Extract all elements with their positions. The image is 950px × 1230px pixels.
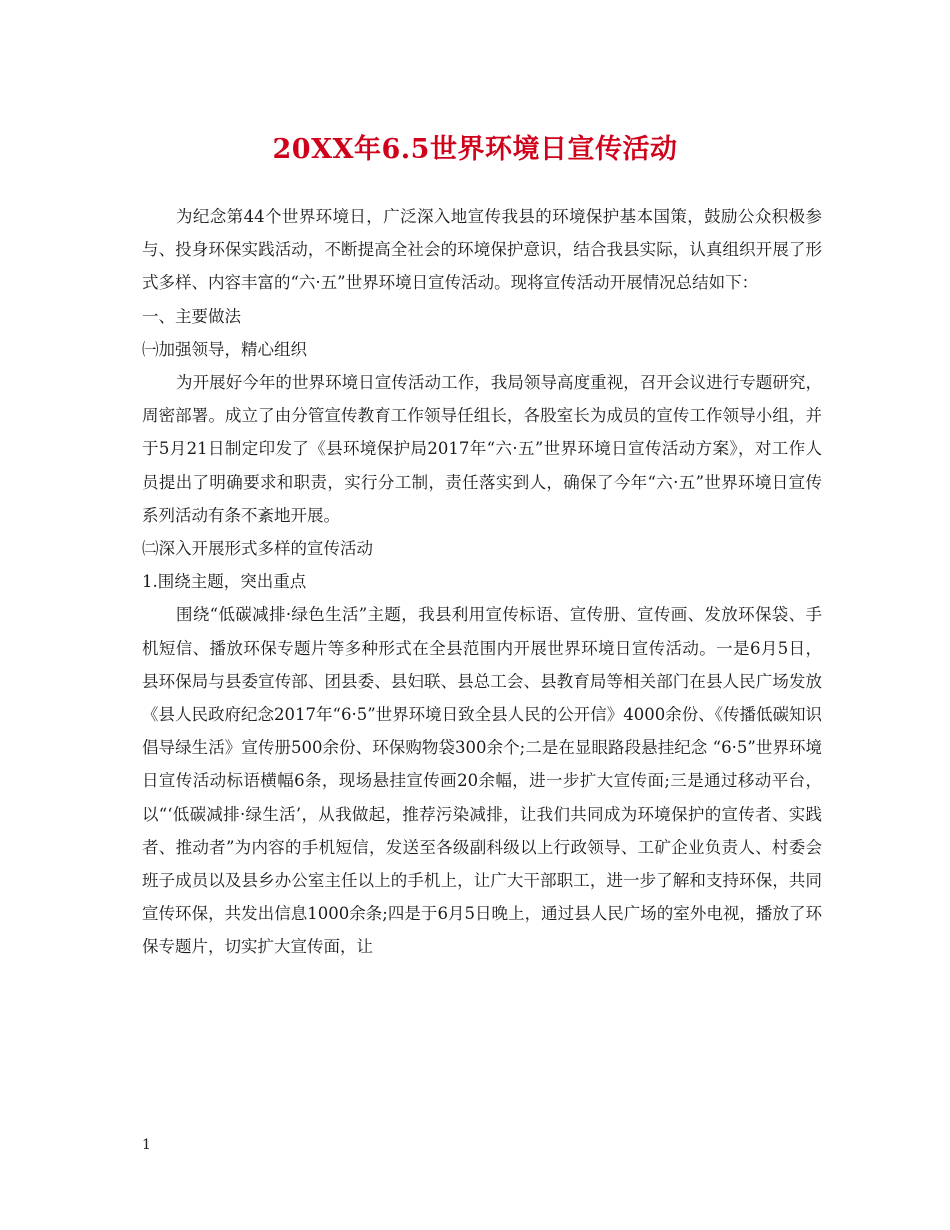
document-body	[142, 200, 822, 964]
item-heading-theme: 1.围绕主题，突出重点	[142, 572, 307, 592]
page-number: 1	[142, 1137, 151, 1153]
subsection-heading-leadership: ㈠加强领导，精心组织	[142, 339, 307, 359]
theme-paragraph: 围绕“低碳减排·绿色生活”主题，我县利用宣传标语、宣传册、宣传画、发放环保袋、手机短信、播放环保专题片等多种形式在全县范围内开展世界环境日宣传活动。一是6月5日，县环保局与县委宣传部、团县委、县妇联、县总工会、县教育局等相关部门在县人民广场发放《县人民政府纪念2017年“6·5”世界环境日致全县人民的公开信》4000余份、《传播低碳知识 倡导绿生活》宣传册500余份、环保购物袋300余个;二是在显眼路段悬挂纪念 “6·5”世界环境日宣传活动标语横幅6条，现场悬挂宣传画20余幅，进一步扩大宣传面;三是通过移动平台，以“‘低碳减排·绿生活’，从我做起，推荐污染减排，让我们共同成为环境保护的宣传者、实践者、推动者”为内容的手机短信，发送至各级副科级以上行政领导、工矿企业负责人、村委会班子成员以及县乡办公室主任以上的手机上，让广大干部职工，进一步了解和支持环保，共同宣传环保，共发出信息1000余条;四是于6月5日晚上，通过县人民广场的室外电视，播放了环保专题片，切实扩大宣传面，让	[142, 605, 822, 957]
leadership-paragraph: 为开展好今年的世界环境日宣传活动工作，我局领导高度重视，召开会议进行专题研究，周密部署。成立了由分管宣传教育工作领导任组长，各股室长为成员的宣传工作领导小组，并于5月21日制定印发了《县环境保护局2017年“六·五”世界环境日宣传活动方案》，对工作人员提出了明确要求和职责，实行分工制，责任落实到人，确保了今年“六·五”世界环境日宣传系列活动有条不紊地开展。	[142, 373, 822, 525]
document-title: 20XX年6.5世界环境日宣传活动	[272, 134, 678, 165]
subsection-heading-activities: ㈡深入开展形式多样的宣传活动	[142, 539, 373, 559]
section-heading-main-practices: 一、主要做法	[142, 306, 241, 326]
intro-paragraph: 为纪念第44个世界环境日，广泛深入地宣传我县的环境保护基本国策，鼓励公众积极参与、投身环保实践活动，不断提高全社会的环境保护意识，结合我县实际，认真组织开展了形式多样、内容丰富的“六·五”世界环境日宣传活动。现将宣传活动开展情况总结如下：	[142, 207, 822, 293]
